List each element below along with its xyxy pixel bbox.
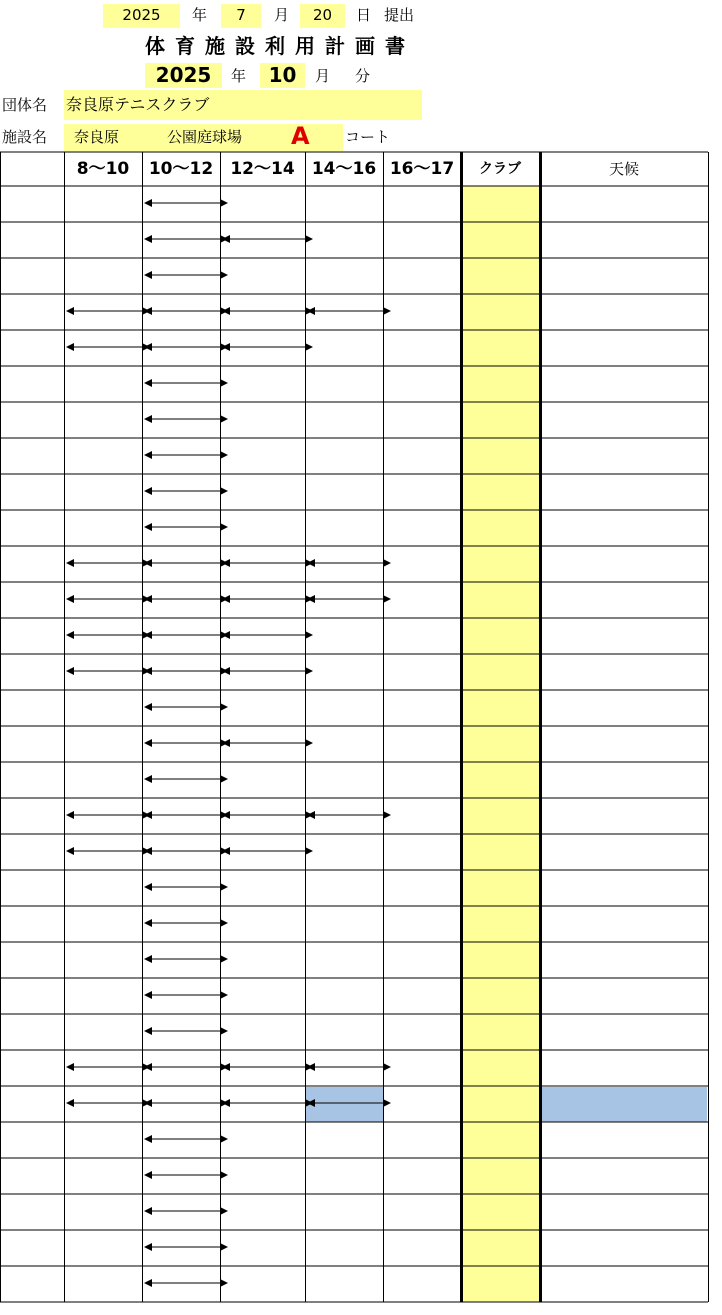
- usage-arrow-head-left: [144, 595, 152, 603]
- usage-arrow-head-left: [222, 595, 230, 603]
- usage-arrow-head-right: [220, 1243, 228, 1251]
- header-slot-4: 14～16: [311, 159, 377, 179]
- usage-arrow-head-left: [222, 559, 230, 567]
- facility-court: A: [291, 122, 310, 150]
- usage-arrow-head-right: [220, 955, 228, 963]
- usage-arrow-head-left: [222, 667, 230, 675]
- usage-arrow-head-right: [220, 415, 228, 423]
- usage-arrow-head-left: [144, 955, 152, 963]
- header-slot-3: 12～14: [230, 159, 295, 179]
- usage-arrow-head-left: [144, 667, 152, 675]
- usage-arrow-head-left: [144, 847, 152, 855]
- header-slot-1: 8～10: [76, 159, 130, 179]
- usage-arrow-head-right: [220, 271, 228, 279]
- usage-arrow-head-left: [144, 703, 152, 711]
- submit-day: 20: [312, 6, 333, 24]
- usage-arrow-head-right: [220, 991, 228, 999]
- usage-arrow-head-left: [222, 1099, 230, 1107]
- usage-arrow-head-right: [220, 523, 228, 531]
- usage-arrow-head-left: [222, 235, 230, 243]
- usage-arrow-head-left: [222, 847, 230, 855]
- usage-arrow-head-left: [144, 775, 152, 783]
- document-title: 体育施設利用計画書: [145, 34, 415, 58]
- usage-arrow-head-left: [144, 415, 152, 423]
- facility-label: 施設名: [2, 128, 48, 146]
- usage-arrow-head-left: [144, 343, 152, 351]
- club-count-column-fill: [462, 186, 539, 1302]
- usage-arrow-head-left: [144, 631, 152, 639]
- usage-arrow-head-right: [220, 199, 228, 207]
- usage-arrow-head-right: [383, 1099, 391, 1107]
- usage-arrow-head-left: [144, 199, 152, 207]
- usage-arrow-head-left: [144, 523, 152, 531]
- usage-arrow-head-right: [305, 739, 313, 747]
- facility-area: 奈良原: [74, 128, 120, 146]
- usage-arrow-head-left: [144, 1099, 152, 1107]
- usage-arrow-head-left: [144, 1135, 152, 1143]
- usage-arrow-head-left: [144, 487, 152, 495]
- period-year: 2025: [155, 63, 212, 87]
- usage-arrow-head-left: [144, 235, 152, 243]
- submit-month: 7: [236, 6, 246, 24]
- highlighted-note-cell: [542, 1087, 707, 1122]
- usage-arrow-head-left: [144, 451, 152, 459]
- usage-arrow-head-left: [144, 1171, 152, 1179]
- period-month: 10: [268, 63, 297, 87]
- usage-arrow-head-left: [66, 847, 74, 855]
- usage-arrow-head-left: [144, 559, 152, 567]
- group-name: 奈良原テニスクラブ: [66, 95, 210, 114]
- usage-arrow-head-right: [305, 343, 313, 351]
- usage-arrow-head-left: [66, 1099, 74, 1107]
- usage-arrow-head-left: [144, 1243, 152, 1251]
- usage-arrow-head-left: [307, 595, 315, 603]
- usage-arrow-head-left: [66, 667, 74, 675]
- usage-arrow-head-left: [66, 343, 74, 351]
- facility-venue: 公園庭球場: [167, 128, 243, 146]
- facility-court-suffix: コート: [345, 128, 391, 146]
- highlighted-slot-cell: [306, 1087, 383, 1122]
- usage-arrow-head-right: [220, 883, 228, 891]
- usage-arrow-head-right: [220, 919, 228, 927]
- usage-arrow-head-left: [222, 307, 230, 315]
- usage-arrow-head-left: [307, 1063, 315, 1071]
- usage-arrow-head-left: [144, 379, 152, 387]
- usage-arrow-head-left: [144, 883, 152, 891]
- header-slot-5: 16～17: [389, 159, 455, 179]
- usage-arrow-head-left: [307, 811, 315, 819]
- usage-arrow-head-right: [220, 1171, 228, 1179]
- group-label: 団体名: [2, 96, 48, 114]
- usage-arrow-head-left: [144, 307, 152, 315]
- usage-arrow-head-right: [383, 811, 391, 819]
- submit-label: 提出: [384, 6, 415, 24]
- usage-arrow-head-right: [383, 307, 391, 315]
- usage-arrow-head-left: [144, 271, 152, 279]
- usage-arrow-head-right: [220, 379, 228, 387]
- period-suffix: 分: [355, 67, 371, 85]
- usage-arrow-head-left: [144, 919, 152, 927]
- usage-arrow-head-left: [66, 1063, 74, 1071]
- usage-arrow-head-left: [222, 343, 230, 351]
- usage-arrow-head-right: [220, 1027, 228, 1035]
- submit-year: 2025: [122, 6, 161, 24]
- usage-arrow-head-right: [220, 775, 228, 783]
- header-weather: 天候: [608, 160, 639, 178]
- usage-arrow-head-left: [222, 1063, 230, 1071]
- usage-arrow-head-left: [307, 307, 315, 315]
- usage-arrow-head-left: [144, 1027, 152, 1035]
- usage-arrow-head-left: [222, 811, 230, 819]
- usage-arrow-head-left: [144, 1207, 152, 1215]
- usage-arrow-head-left: [144, 1279, 152, 1287]
- usage-arrow-head-left: [222, 631, 230, 639]
- header-slot-2: 10～12: [148, 159, 214, 179]
- period-month-unit: 月: [315, 67, 331, 85]
- usage-arrow-head-left: [144, 1063, 152, 1071]
- usage-arrow-head-right: [220, 1279, 228, 1287]
- usage-arrow-head-right: [305, 631, 313, 639]
- period-year-unit: 年: [231, 67, 247, 85]
- usage-arrow-head-right: [220, 1207, 228, 1215]
- submit-month-unit: 月: [274, 6, 290, 24]
- usage-arrow-head-right: [305, 235, 313, 243]
- submit-year-unit: 年: [192, 6, 208, 24]
- header-club-count: クラブ: [479, 161, 521, 177]
- usage-arrow-head-left: [66, 811, 74, 819]
- usage-arrow-head-right: [305, 847, 313, 855]
- usage-arrow-head-right: [383, 559, 391, 567]
- usage-arrow-head-right: [305, 667, 313, 675]
- usage-arrow-head-left: [222, 739, 230, 747]
- usage-arrow-head-left: [144, 991, 152, 999]
- usage-arrow-head-right: [383, 595, 391, 603]
- usage-arrow-head-right: [220, 487, 228, 495]
- usage-arrow-head-right: [220, 703, 228, 711]
- usage-arrow-head-right: [220, 1135, 228, 1143]
- usage-arrow-head-left: [144, 739, 152, 747]
- usage-arrow-head-left: [66, 559, 74, 567]
- submit-day-unit: 日: [356, 6, 372, 24]
- usage-arrow-head-left: [66, 307, 74, 315]
- usage-arrow-head-left: [307, 559, 315, 567]
- usage-arrow-head-left: [66, 631, 74, 639]
- usage-arrow-head-left: [66, 595, 74, 603]
- usage-arrow-head-right: [383, 1063, 391, 1071]
- usage-arrow-head-right: [220, 451, 228, 459]
- usage-arrow-head-left: [144, 811, 152, 819]
